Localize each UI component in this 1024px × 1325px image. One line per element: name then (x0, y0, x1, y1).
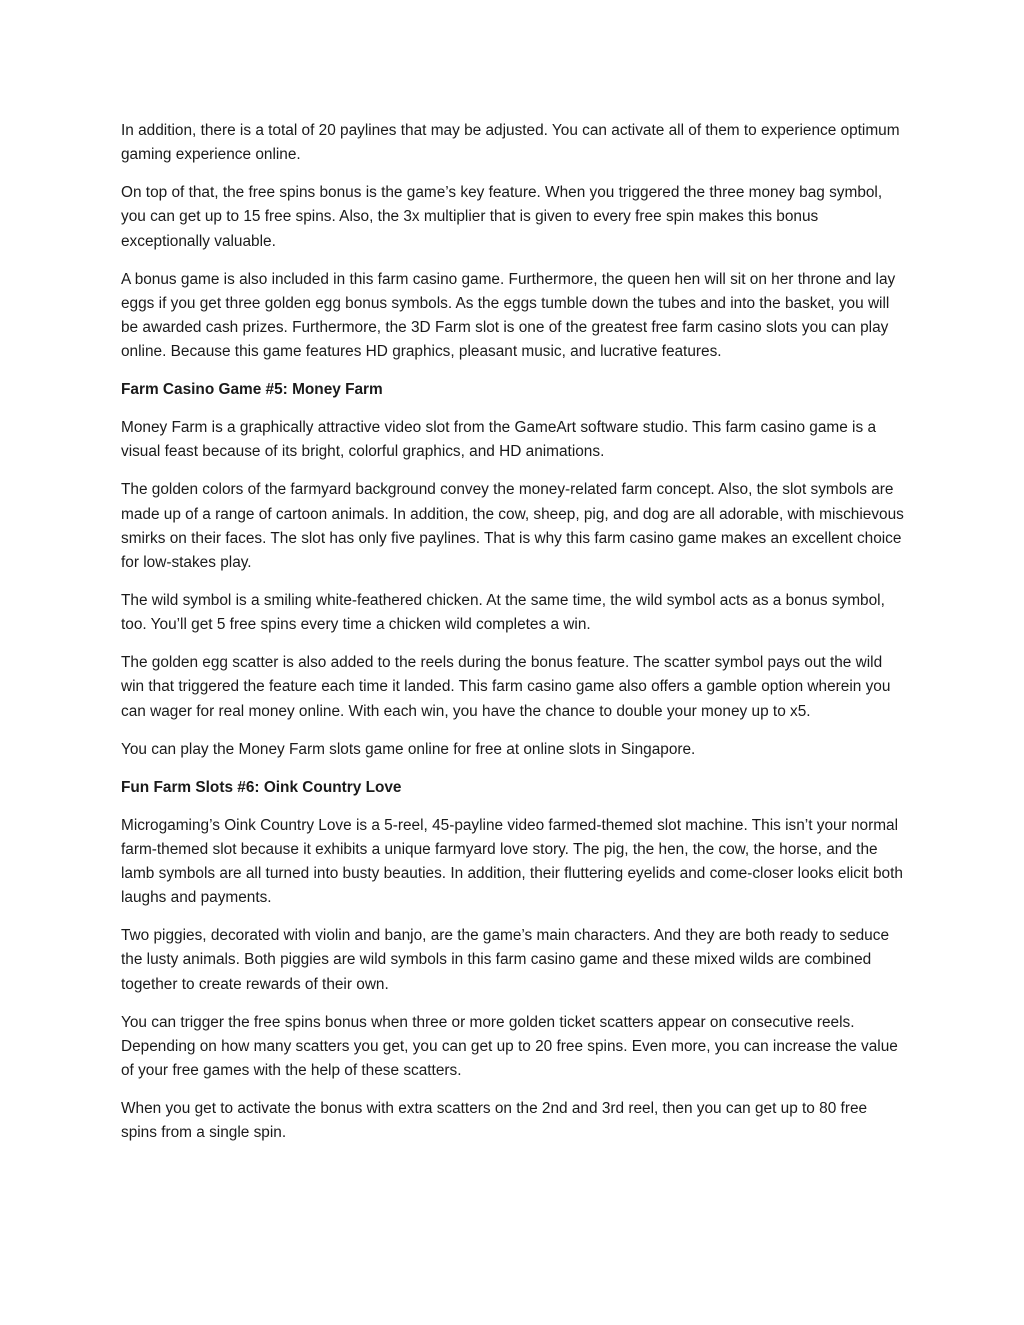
paragraph-two-piggies: Two piggies, decorated with violin and banjo, are the game’s main characters. And they are both ready to seduce the lusty animals. Both piggies are wild symbols in this farm casino game and these mixed wilds are combined together to create rewards of their own. (121, 927, 889, 993)
paragraph-golden-egg-scatter: The golden egg scatter is also added to the reels during the bonus feature. The scatter symbol pays out the wild win that triggered the feature each time it landed. This farm casino game also offers a gamble option wherein you can wager for real money online. With each win, you have the chance to double your money up to x5. (121, 654, 891, 720)
section-heading-money-farm: Farm Casino Game #5: Money Farm (121, 381, 383, 399)
paragraph-money-farm-intro: Money Farm is a graphically attractive video slot from the GameArt software studio. This farm casino game is a visual feast because of its bright, colorful graphics, and HD animations. (121, 419, 877, 461)
paragraph-bonus-game: A bonus game is also included in this farm casino game. Furthermore, the queen hen will sit on her throne and lay eggs if you get three golden egg bonus symbols. As the eggs tumble down the tubes and into the basket, you will be awarded cash prizes. Furthermore, the 3D Farm slot is one of the greatest free farm casino slots you can play online. Because this game features HD graphics, pleasant music, and lucrative features. (121, 270, 896, 361)
section-heading-oink-country-love: Fun Farm Slots #6: Oink Country Love (121, 778, 402, 796)
paragraph-golden-colors: The golden colors of the farmyard background convey the money-related farm concept. Also, the slot symbols are made up of a range of cartoon animals. In addition, the cow, sheep, pig, and dog are all adorable, with mischievous smirks on their faces. The slot has only five paylines. That is why this farm casino game makes an excellent choice for low-stakes play. (121, 481, 904, 572)
paragraph-play-money-farm: You can play the Money Farm slots game online for free at online slots in Singapore. (121, 740, 696, 758)
paragraph-free-spins-trigger: You can trigger the free spins bonus when three or more golden ticket scatters appear on consecutive reels. Depending on how many scatters you get, you can get up to 20 free spins. Even more, you can increase the value of your free games with the help of these scatters. (121, 1013, 898, 1080)
paragraph-extra-scatters: When you get to activate the bonus with extra scatters on the 2nd and 3rd reel, then you can get up to 80 free spins from a single spin. (121, 1100, 868, 1142)
document-body (121, 119, 905, 1159)
paragraph-oink-intro: Microgaming’s Oink Country Love is a 5-reel, 45-payline video farmed-themed slot machine. This isn’t your normal farm-themed slot because it exhibits a unique farmyard love story. The pig, the hen, the cow, the horse, and the lamb symbols are all turned into busty beauties. In addition, their fluttering eyelids and come-closer looks elicit both laughs and payments. (121, 816, 903, 907)
paragraph-paylines: In addition, there is a total of 20 paylines that may be adjusted. You can activate all of them to experience optimum gaming experience online. (121, 122, 900, 164)
paragraph-free-spins-bonus: On top of that, the free spins bonus is the game’s key feature. When you triggered the three money bag symbol, you can get up to 15 free spins. Also, the 3x multiplier that is given to every free spin makes this bonus exceptionally valuable. (121, 184, 883, 250)
paragraph-wild-symbol: The wild symbol is a smiling white-feathered chicken. At the same time, the wild symbol acts as a bonus symbol, too. You’ll get 5 free spins every time a chicken wild completes a win. (121, 592, 885, 634)
